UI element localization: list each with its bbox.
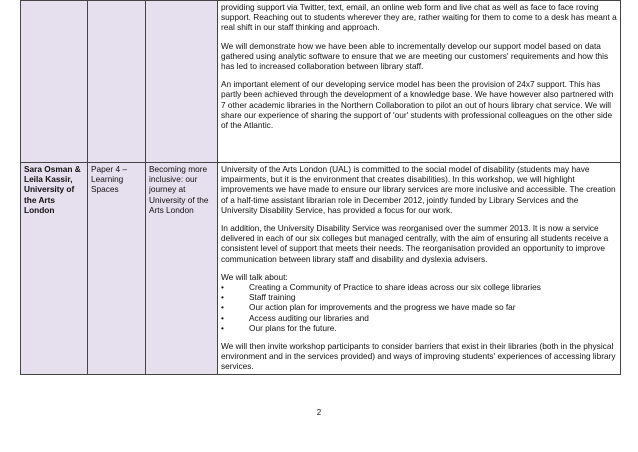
list-item: [221, 292, 617, 302]
abstract-paragraph: In addition, the University Disability Service was reorganised over the summer 2013. It is now a service delivered in each of our six colleges but managed centrally, with the aim of ensuring all students receive a consistent level of support that meets their needs. The reorganisation provided an opportunity to improve communication between library staff and disability and dyslexia advisers.: [221, 223, 609, 264]
abstract-paragraph: An important element of our developing service model has been the provision of 24x7 support. This has partly been achieved through the development of a knowledge base. We have however also partnered with 7 other academic libraries in the Northern Collaboration to pilot an out of hours library chat service. We will share our experience of sharing the support of 'our' students with professional colleagues on the other side of the Atlantic.: [221, 79, 614, 131]
title-cell-empty: [146, 1, 218, 163]
talk-topics-list: [221, 282, 617, 333]
bullet-icon: •: [221, 322, 224, 333]
talk-intro: We will talk about:: [221, 271, 288, 282]
bullet-icon: •: [221, 282, 224, 293]
list-item: [221, 323, 617, 333]
bullet-icon: •: [221, 292, 224, 303]
list-item-text: Our action plan for improvements and the progress we have made so far: [249, 302, 516, 313]
list-item-text: Creating a Community of Practice to share ideas across our six college libraries: [249, 282, 541, 293]
paper-cell-empty: [88, 1, 146, 163]
programme-table: [20, 0, 621, 375]
list-item: [221, 282, 617, 292]
list-item-text: Our plans for the future.: [249, 322, 337, 333]
abstract-paragraph: We will then invite workshop participants to consider barriers that exist in their libraries (both in the physical environment and in the services provided) and ways of improving students' experiences of accessing library services.: [221, 341, 616, 372]
abstract-cell: [218, 1, 621, 163]
bullet-icon: •: [221, 302, 224, 313]
presenter-cell-empty: [21, 1, 88, 163]
list-item-text: Access auditing our libraries and: [249, 312, 369, 323]
title-cell: Becoming more inclusive: our journey at University of the Arts London: [146, 163, 218, 375]
table-row: [21, 1, 621, 163]
table-row: [21, 163, 621, 375]
abstract-paragraph: We will demonstrate how we have been able to incrementally develop our support model based on data gathered using analytic software to ensure that we are meeting our customers' requirements and how this has led to increased collaboration between library staff.: [221, 40, 609, 72]
paper-cell: Paper 4 – Learning Spaces: [88, 163, 146, 375]
bullet-icon: •: [221, 312, 224, 323]
list-item-text: Staff training: [249, 292, 296, 303]
abstract-paragraph: providing support via Twitter, text, email, an online web form and live chat as well as face to face roving support. Reaching out to students wherever they are, rather waiting for them to come to a desk has meant a real shift in our staff thinking and approach.: [221, 2, 617, 33]
page-number: 2: [316, 408, 322, 417]
abstract-cell: [218, 163, 621, 375]
abstract-paragraph: University of the Arts London (UAL) is committed to the social model of disability (students may have impairments, but it is the environment that creates disabilities). In this workshop, we will highlight improvements we have made to ensure our library services are more inclusive and accessible. The creation of a half-time assistant librarian role in December 2012, jointly funded by Library Services and the University Disability Service, has provided a focus for our work.: [221, 164, 616, 215]
list-item: [221, 313, 617, 323]
presenter-cell: Sara Osman & Leila Kassir, University of the Arts London: [21, 163, 88, 375]
list-item: [221, 302, 617, 312]
